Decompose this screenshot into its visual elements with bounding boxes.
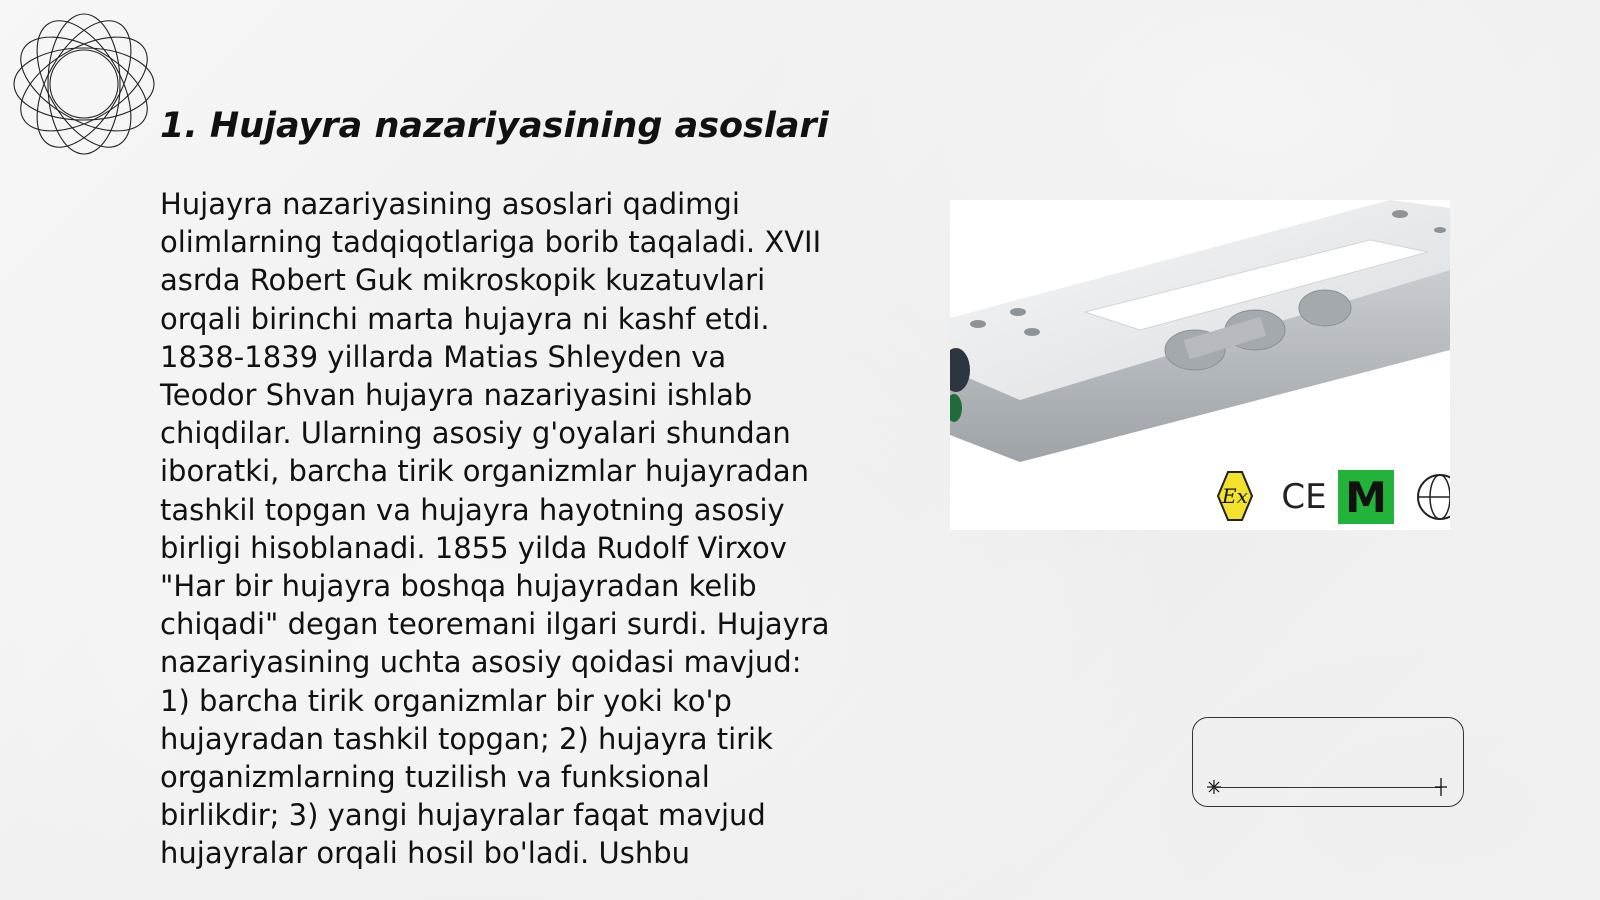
ex-mark-label: Ex: [1222, 484, 1248, 508]
slide-title: 1. Hujayra nazariyasining asoslari: [160, 106, 829, 146]
load-cell-photo: [950, 200, 1450, 530]
m-mark-label: M: [1345, 473, 1387, 522]
decorative-frame: [1192, 717, 1464, 807]
decorative-line: [1213, 787, 1441, 788]
load-cell-body: [950, 200, 1450, 462]
m-mark-icon: [1338, 470, 1394, 524]
globe-mark-icon: [1418, 475, 1450, 519]
ce-mark: CE: [1281, 477, 1327, 517]
circle-ornament-icon: [10, 10, 158, 158]
ex-mark-icon: [1218, 472, 1252, 520]
crosshair-icon: [1433, 778, 1449, 796]
slide-body-text: Hujayra nazariyasining asoslari qadimgi olimlarning tadqiqotlariga borib taqaladi. XVII asrda Robert Guk mikroskopik kuzatuvlari orqali birinchi marta hujayra ni kashf etdi. 1838-1839 yillarda Matias Shleyden va Teodor Shvan hujayra nazariyasini ishlab chiqdilar. Ularning asosiy g'oyalari shundan iboratki, barcha tirik organizmlar hujayradan tashkil topgan va hujayra hayotning asosiy birligi hisoblanadi. 1855 yilda Rudolf Virxov "Har bir hujayra boshqa hujayradan kelib chiqadi" degan teoremani ilgari surdi. Hujayra nazariyasining uchta asosiy qoidasi mavjud: 1) barcha tirik organizmlar bir yoki ko'p hujayradan tashkil topgan; 2) hujayra tirik organizmlarning tuzilish va funksional birlikdir; 3) yangi hujayralar faqat mavjud hujayralar orqali hosil bo'ladi. Ushbu: [160, 187, 830, 871]
